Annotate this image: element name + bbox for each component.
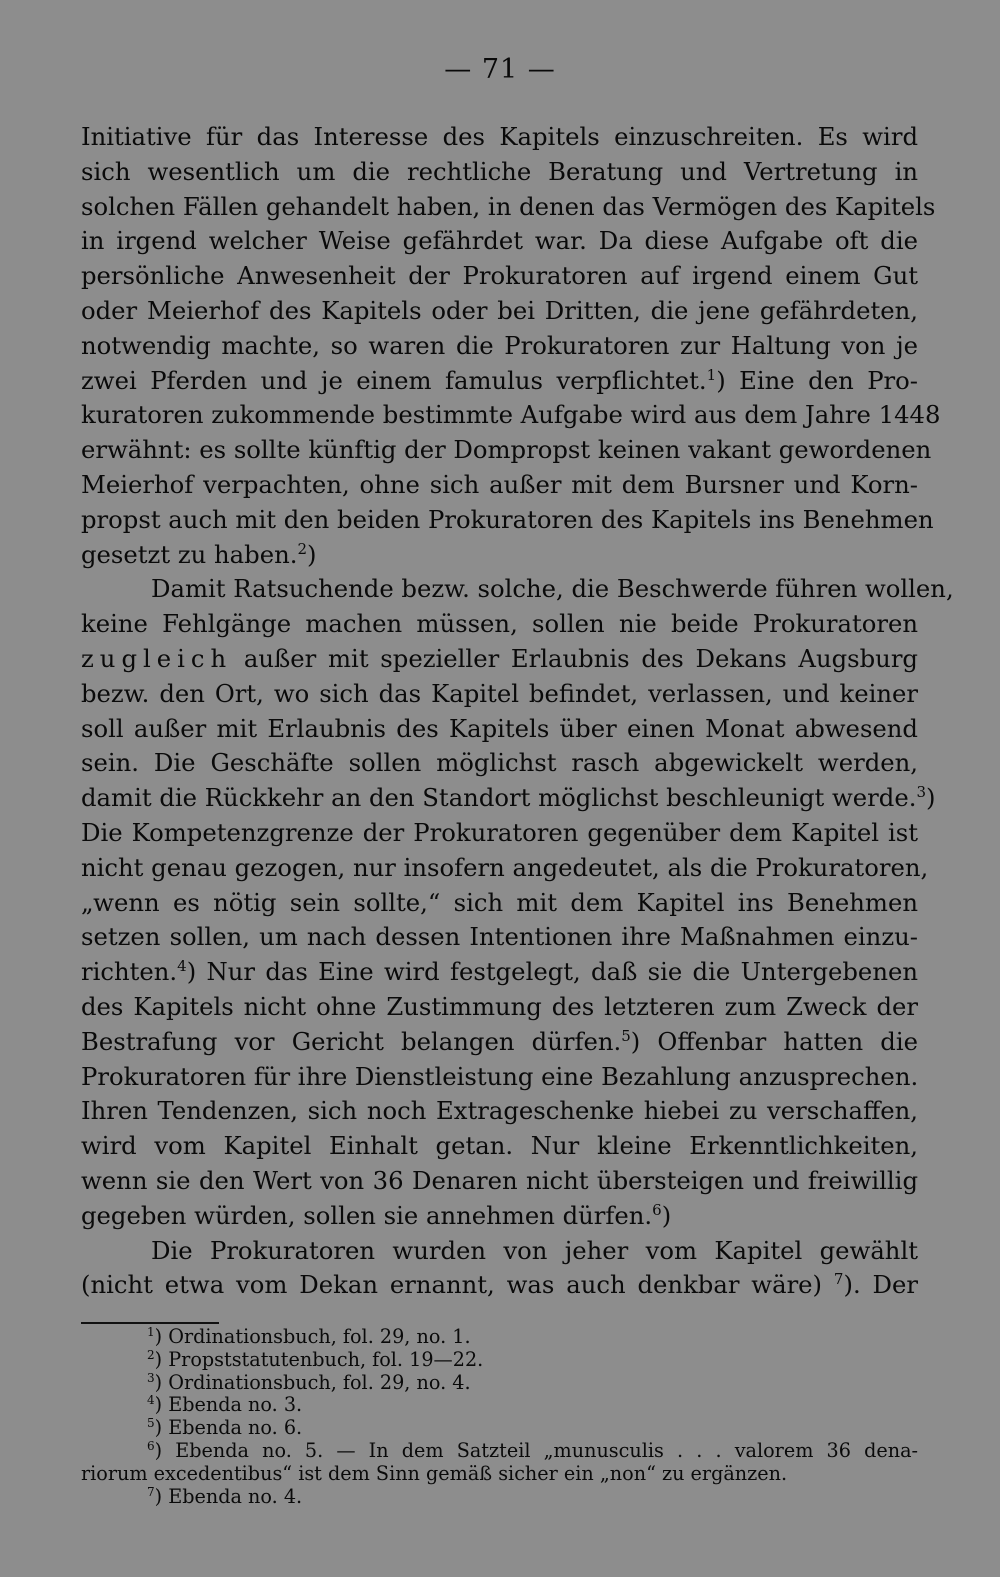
text-segment: . Der xyxy=(852,1270,918,1300)
footnote-divider xyxy=(81,1322,219,1324)
footnote-text: Ebenda no. 4. xyxy=(168,1484,303,1508)
text-line: soll außer mit Erlaubnis des Kapitels über einen Monat abwesend xyxy=(81,713,918,743)
text-line: Die Kompetenzgrenze der Prokuratoren gegenüber dem Kapitel ist xyxy=(81,817,918,847)
footnote: $^2$) Propststatutenbuch, fol. 19—22. xyxy=(147,1347,484,1371)
text-line: Prokuratoren für ihre Dienstleistung eine Bezahlung anzusprechen. xyxy=(81,1061,919,1091)
footnote: $^7$) Ebenda no. 4. xyxy=(147,1484,303,1508)
footnotes xyxy=(81,1326,918,1508)
footnote-mark: 5 xyxy=(147,1416,155,1431)
text-segment: Bestrafung vor Gericht belangen dürfen. xyxy=(81,1026,622,1056)
footnote-ref[interactable]: 1 xyxy=(706,365,717,384)
text-segment: Offenbar hatten die xyxy=(657,1026,918,1056)
footnote-ref-paren: ) xyxy=(186,957,197,987)
text-line xyxy=(81,538,918,573)
footnote-ref[interactable]: 2 xyxy=(297,539,307,558)
text-segment: damit die Rückkehr an den Standort möglichst beschleunigt werde. xyxy=(81,783,917,813)
footnote-text: Ebenda no. 5. — In dem Satzteil „munusculis . . . valorem 36 dena- xyxy=(175,1438,918,1462)
text-segment: gesetzt zu haben. xyxy=(81,539,298,569)
footnote-text: Ordinationsbuch, fol. 29, no. 4. xyxy=(168,1370,471,1394)
footnote-ref[interactable]: 7 xyxy=(833,1270,844,1289)
text-line xyxy=(81,1025,918,1060)
text-line xyxy=(81,781,936,816)
text-segment: außer mit spezieller Erlaubnis des Dekans Augsburg xyxy=(243,643,918,673)
text-line: Ihren Tendenzen, sich noch Extrageschenke hiebei zu verschaffen, xyxy=(81,1096,918,1126)
footnote: $^4$) Ebenda no. 3. xyxy=(147,1393,303,1417)
text-line: setzen sollen, um nach dessen Intentionen ihre Maßnahmen einzu- xyxy=(81,922,918,952)
text-line: in irgend welcher Weise gefährdet war. Da diese Aufgabe oft die xyxy=(81,226,918,256)
footnote: $^6$) Ebenda no. 5. — In dem Satzteil „munusculis . . . valorem 36 dena- xyxy=(147,1438,918,1462)
text-line: bezw. den Ort, wo sich das Kapitel befindet, verlassen, und keiner xyxy=(81,678,918,708)
footnote-mark: 3 xyxy=(147,1370,155,1385)
text-line xyxy=(81,1268,918,1303)
footnote-ref[interactable]: 4 xyxy=(177,957,187,976)
footnote-ref[interactable]: 6 xyxy=(652,1200,662,1219)
footnote-text: Ebenda no. 3. xyxy=(168,1393,303,1417)
text-line: sein. Die Geschäfte sollen möglichst rasch abgewickelt werden, xyxy=(81,748,918,778)
text-segment: zwei Pferden und je einem famulus verpflichtet. xyxy=(81,365,707,395)
page-number: — 71 — xyxy=(444,54,556,85)
footnote-text: Ebenda no. 6. xyxy=(168,1416,303,1440)
footnote-mark: 4 xyxy=(147,1393,155,1408)
text-line: wenn sie den Wert von 36 Denaren nicht übersteigen und freiwillig xyxy=(81,1165,918,1195)
footnote-ref-paren: ) xyxy=(307,539,317,569)
text-line: Damit Ratsuchende bezw. solche, die Beschwerde führen wollen, xyxy=(151,574,954,604)
text-line: wird vom Kapitel Einhalt getan. Nur kleine Erkenntlichkeiten, xyxy=(81,1131,918,1161)
text-line: propst auch mit den beiden Prokuratoren des Kapitels ins Benehmen xyxy=(81,504,934,534)
footnote: $^3$) Ordinationsbuch, fol. 29, no. 4. xyxy=(147,1370,471,1394)
text-segment: richten. xyxy=(81,957,178,987)
text-line: Initiative für das Interesse des Kapitels einzuschreiten. Es wird xyxy=(81,122,918,151)
text-line: Meierhof verpachten, ohne sich außer mit dem Bursner und Korn- xyxy=(81,469,918,499)
text-segment: Eine den Pro- xyxy=(739,365,918,395)
text-line: keine Fehlgänge machen müssen, sollen nie beide Prokuratoren xyxy=(81,609,918,639)
text-segment: (nicht etwa vom Dekan ernannt, was auch denkbar wäre) xyxy=(81,1270,823,1300)
text-line xyxy=(81,1199,918,1234)
footnote-mark: 7 xyxy=(147,1484,155,1499)
footnote-ref-paren: ) xyxy=(630,1026,641,1056)
footnote-ref[interactable]: 3 xyxy=(916,783,926,802)
footnote-ref-paren: ) xyxy=(716,365,726,395)
text-line: oder Meierhof des Kapitels oder bei Dritten, die jene gefährdeten, xyxy=(81,295,918,325)
footnote-continuation: riorum excedentibus“ ist dem Sinn gemäß sicher ein „non“ zu ergänzen. xyxy=(81,1461,788,1485)
footnote-text: Propststatutenbuch, fol. 19—22. xyxy=(168,1347,484,1371)
text-line: kuratoren zukommende bestimmte Aufgabe wird aus dem Jahre 1448 xyxy=(81,400,941,430)
footnote-text: Ordinationsbuch, fol. 29, no. 1. xyxy=(168,1325,471,1348)
footnote: $^1$) Ordinationsbuch, fol. 29, no. 1. xyxy=(147,1325,471,1348)
text-line xyxy=(81,642,918,677)
text-line: persönliche Anwesenheit der Prokuratoren auf irgend einem Gut xyxy=(81,261,918,291)
text-line: solchen Fällen gehandelt haben, in denen das Vermögen des Kapitels xyxy=(81,191,936,221)
footnote-mark: 6 xyxy=(147,1438,155,1453)
emphasized-word: zugleich xyxy=(81,643,233,673)
text-segment: gegeben würden, sollen sie annehmen dürfen. xyxy=(81,1200,653,1230)
text-line: „wenn es nötig sein sollte,“ sich mit dem Kapitel ins Benehmen xyxy=(81,887,918,917)
footnote-mark: 2 xyxy=(147,1347,155,1362)
text-line xyxy=(81,955,918,990)
text-segment: Nur das Eine wird festgelegt, daß sie die Untergebenen xyxy=(206,957,918,987)
footnote-ref-paren: ) xyxy=(661,1200,672,1230)
text-line: sich wesentlich um die rechtliche Beratung und Vertretung in xyxy=(81,156,918,186)
footnote-mark: 1 xyxy=(147,1325,155,1339)
body-text xyxy=(81,120,954,1303)
text-line xyxy=(81,364,918,399)
text-line: erwähnt: es sollte künftig der Dompropst keinen vakant gewordenen xyxy=(81,435,932,465)
text-line: notwendig machte, so waren die Prokuratoren zur Haltung von je xyxy=(81,330,918,360)
footnote: $^5$) Ebenda no. 6. xyxy=(147,1416,303,1440)
footnote-ref[interactable]: 5 xyxy=(621,1026,631,1045)
footnote-ref-paren: ) xyxy=(926,783,936,813)
text-line: nicht genau gezogen, nur insofern angedeutet, als die Prokuratoren, xyxy=(81,852,929,882)
footnote-ref-paren: ) xyxy=(843,1270,853,1300)
text-line: des Kapitels nicht ohne Zustimmung des letzteren zum Zweck der xyxy=(81,991,918,1021)
text-line: Die Prokuratoren wurden von jeher vom Kapitel gewählt xyxy=(151,1235,918,1265)
